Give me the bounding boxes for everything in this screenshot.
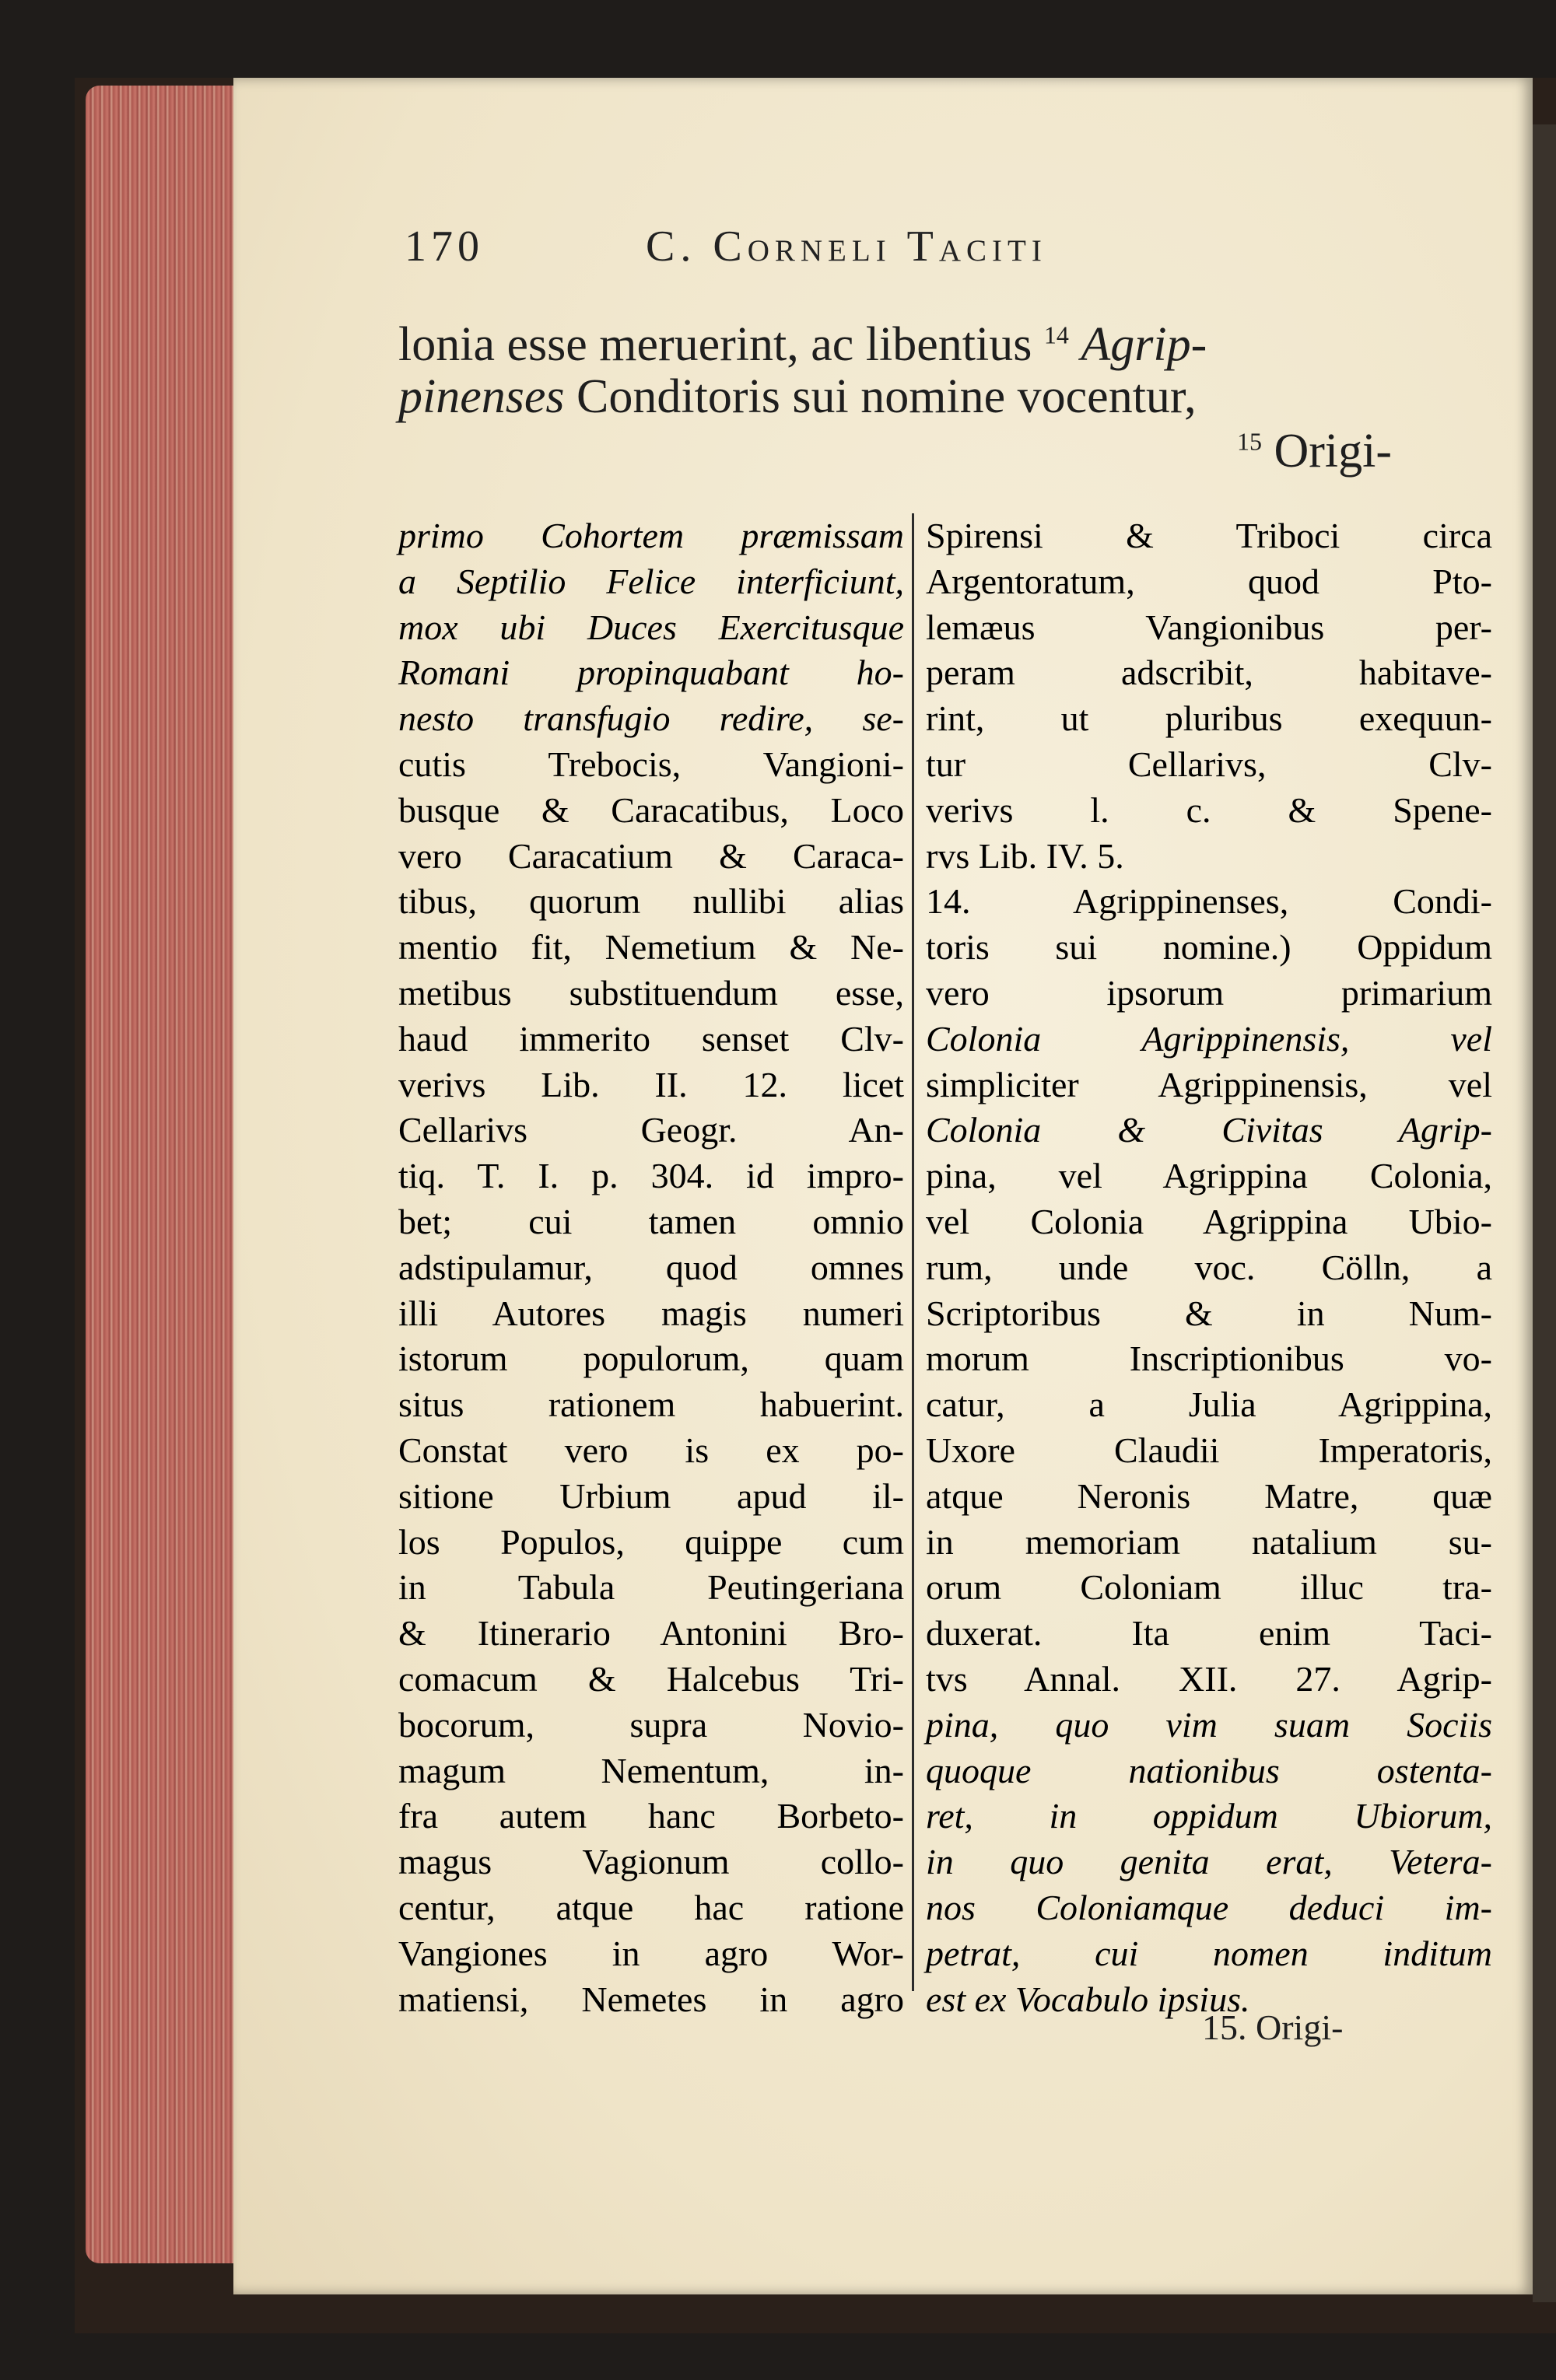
right-line: pina, vel Agrippina Colonia, [926, 1156, 1492, 1196]
right-line: lemæus Vangionibus per- [926, 607, 1492, 647]
left-line: a Septilio Felice interficiunt, [398, 561, 904, 601]
right-line: rint, ut pluribus exequun- [926, 698, 1492, 739]
left-line: istorum populorum, quam [398, 1339, 904, 1379]
right-line: in memoriam natalium su- [926, 1521, 1492, 1562]
right-line: est ex Vocabulo ipsius. [926, 1979, 1250, 2019]
left-line: Cellarivs Geogr. An- [398, 1110, 904, 1150]
right-line: quoque nationibus ostenta- [926, 1750, 1492, 1790]
left-line: in Tabula Peutingeriana [398, 1567, 904, 1608]
main-text-segment: Agrip- [1081, 318, 1207, 371]
right-line: petrat, cui nomen inditum [926, 1933, 1492, 1973]
right-line: peram adscribit, habitave- [926, 653, 1492, 693]
left-line: tiq. T. I. p. 304. id impro- [398, 1156, 904, 1196]
right-line: catur, a Julia Agrippina, [926, 1384, 1492, 1425]
left-line: mentio fit, Nemetium & Ne- [398, 927, 904, 968]
main-text-segment: lonia esse meruerint, ac libentius [398, 318, 1032, 371]
page-number: 170 [405, 222, 484, 271]
left-column [398, 513, 904, 2022]
left-line: nesto transfugio redire, se- [398, 698, 904, 739]
main-text-line-3 [1237, 424, 1392, 479]
right-line: morum Inscriptionibus vo- [926, 1339, 1492, 1379]
right-line: tur Cellarivs, Clv- [926, 744, 1492, 784]
left-line: magum Nementum, in- [398, 1750, 904, 1790]
right-line: nos Coloniamque deduci im- [926, 1887, 1492, 1927]
right-line: Uxore Claudii Imperatoris, [926, 1430, 1492, 1470]
left-line: sitione Urbium apud il- [398, 1475, 904, 1516]
left-line: adstipulamur, quod omnes [398, 1247, 904, 1287]
left-line: bet; cui tamen omnio [398, 1201, 904, 1241]
right-line: rum, unde voc. Cölln, a [926, 1247, 1492, 1287]
left-line: los Populos, quippe cum [398, 1521, 904, 1562]
left-line: fra autem hanc Borbeto- [398, 1796, 904, 1836]
main-text-segment: Origi- [1274, 425, 1393, 478]
left-line: matiensi, Nemetes in agro [398, 1979, 904, 2019]
right-line: 14. Agrippinenses, Condi- [926, 881, 1492, 922]
left-line: vero Caracatium & Caraca- [398, 835, 904, 876]
main-text-segment: Conditoris sui nomine vocentur, [576, 370, 1197, 423]
main-text-line-2 [398, 369, 1197, 425]
footnote-marker: 14 [1043, 320, 1069, 349]
left-line: cutis Trebocis, Vangioni- [398, 744, 904, 784]
right-line: Colonia & Civitas Agrip- [926, 1110, 1492, 1150]
left-line: Vangiones in agro Wor- [398, 1933, 904, 1973]
right-line: Scriptoribus & in Num- [926, 1293, 1492, 1333]
left-line: metibus substituendum esse, [398, 972, 904, 1013]
right-line: verivs l. c. & Spene- [926, 789, 1492, 830]
right-line: duxerat. Ita enim Taci- [926, 1613, 1492, 1654]
left-line: verivs Lib. II. 12. licet [398, 1064, 904, 1104]
left-line: tibus, quorum nullibi alias [398, 881, 904, 922]
right-line: pina, quo vim suam Sociis [926, 1704, 1492, 1745]
right-line: vero ipsorum primarium [926, 972, 1492, 1013]
right-line: vel Colonia Agrippina Ubio- [926, 1201, 1492, 1241]
left-line: comacum & Halcebus Tri- [398, 1658, 904, 1699]
right-line: Colonia Agrippinensis, vel [926, 1018, 1492, 1059]
right-line: tvs Annal. XII. 27. Agrip- [926, 1658, 1492, 1699]
right-line: ret, in oppidum Ubiorum, [926, 1796, 1492, 1836]
running-header [405, 222, 1509, 276]
left-line: illi Autores magis numeri [398, 1293, 904, 1333]
right-line: Argentoratum, quod Pto- [926, 561, 1492, 601]
left-line: busque & Caracatibus, Loco [398, 789, 904, 830]
catchword: 15. Origi- [1202, 2007, 1344, 2047]
left-line: bocorum, supra Novio- [398, 1704, 904, 1745]
right-line: orum Coloniam illuc tra- [926, 1567, 1492, 1608]
main-text-line-1 [398, 317, 1207, 373]
right-line: simpliciter Agrippinensis, vel [926, 1064, 1492, 1104]
left-line: & Itinerario Antonini Bro- [398, 1613, 904, 1654]
right-line: Spirensi & Triboci circa [926, 516, 1492, 555]
running-title: C. Corneli Taciti [646, 222, 1047, 271]
left-line: mox ubi Duces Exercitusque [398, 607, 904, 647]
right-line: in quo genita erat, Vetera- [926, 1842, 1492, 1882]
left-line: Romani propinquabant ho- [398, 653, 904, 693]
right-column [926, 513, 1492, 2022]
right-line: toris sui nomine.) Oppidum [926, 927, 1492, 968]
facing-page-shadow [1533, 124, 1556, 2302]
footnote-marker: 15 [1237, 427, 1262, 456]
left-line: primo Cohortem præmissam [398, 516, 904, 555]
right-line: rvs Lib. IV. 5. [926, 835, 1124, 876]
main-text-segment: pinenses [398, 370, 565, 423]
left-line: haud immerito senset Clv- [398, 1018, 904, 1059]
left-line: magus Vagionum collo- [398, 1842, 904, 1882]
left-line: situs rationem habuerint. [398, 1384, 904, 1425]
column-rule [912, 513, 914, 1991]
right-line: atque Neronis Matre, quæ [926, 1475, 1492, 1516]
left-line: Constat vero is ex po- [398, 1430, 904, 1470]
left-line: centur, atque hac ratione [398, 1887, 904, 1927]
